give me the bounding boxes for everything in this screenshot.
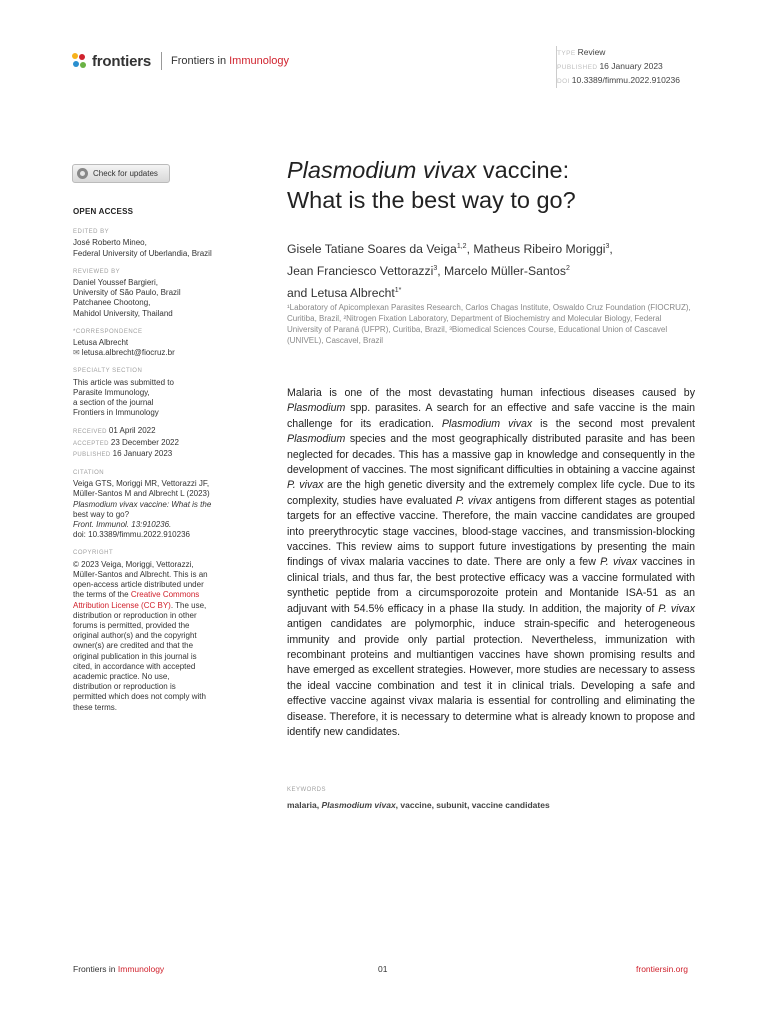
copyright-line: owner(s) are credited and that the bbox=[73, 641, 194, 651]
citation-label: CITATION bbox=[73, 470, 105, 477]
page-number: 01 bbox=[378, 964, 388, 974]
specialty-line: Parasite Immunology, bbox=[73, 387, 150, 397]
article-meta bbox=[556, 46, 680, 88]
reviewer-line: Daniel Youssef Bargieri, bbox=[73, 278, 158, 288]
doi[interactable]: DOI 10.3389/fimmu.2022.910236 bbox=[557, 75, 680, 85]
copyright-label: COPYRIGHT bbox=[73, 550, 114, 557]
correspondence-email[interactable]: ✉ letusa.albrecht@fiocruz.br bbox=[73, 348, 243, 358]
copyright-line: distribution or reproduction is bbox=[73, 682, 176, 692]
logo-divider bbox=[161, 52, 162, 70]
specialty-line: Frontiers in Immunology bbox=[73, 408, 159, 418]
edited-by bbox=[73, 238, 243, 258]
check-for-updates-button[interactable] bbox=[72, 164, 170, 183]
check-updates-label: Check for updates bbox=[93, 169, 158, 178]
affiliations: ¹Laboratory of Apicomplexan Parasites Research, Carlos Chagas Institute, Oswaldo Cruz Foundation (FIOCRUZ), Curitiba, Brazil, ²Nitrogen Fixation Laboratory, Department of Biochemistry and Molecular Biology, Federal University of Paraná (UFPR), Curitiba, Brazil, ³Biomedical Sciences Course, Educational Union of Cascavel (UNIVEL), Cascavel, Brazil bbox=[287, 303, 691, 345]
copyright-line: these terms. bbox=[73, 702, 118, 712]
copyright-line: original publication in this journal is bbox=[73, 651, 197, 661]
update-icon bbox=[77, 168, 88, 179]
author[interactable]: Marcelo Müller-Santos$^2$ bbox=[444, 264, 570, 279]
correspondence-name: Letusa Albrecht bbox=[73, 338, 129, 348]
copyright-line: original author(s) and the copyright bbox=[73, 631, 197, 641]
published-date: PUBLISHED 16 January 2023 bbox=[73, 448, 173, 458]
author-list bbox=[287, 237, 717, 303]
author[interactable]: Gisele Tatiane Soares da Veiga$^{1,2}$, bbox=[287, 242, 474, 257]
specialty-line: This article was submitted to bbox=[73, 377, 174, 387]
author[interactable]: and Letusa Albrecht$^{1*}$ bbox=[287, 286, 402, 301]
specialty-section bbox=[73, 378, 243, 419]
copyright-line: distribution or reproduction in other bbox=[73, 610, 197, 620]
article-type: TYPE Review bbox=[557, 47, 606, 57]
footer-journal: Frontiers in Immunology bbox=[73, 964, 165, 974]
license-link-2[interactable]: Attribution License (CC BY) bbox=[73, 600, 171, 610]
reviewed-by-label: REVIEWED BY bbox=[73, 268, 121, 275]
license-link[interactable]: Creative Commons bbox=[130, 590, 200, 600]
open-access-label: OPEN ACCESS bbox=[73, 207, 134, 216]
author[interactable]: Matheus Ribeiro Moriggi$^3$, bbox=[473, 242, 613, 257]
copyright-line: cited, in accordance with accepted bbox=[73, 661, 196, 671]
reviewer-line: Patchanee Chootong, bbox=[73, 298, 151, 308]
copyright-text: © 2023 Veiga, Moriggi, Vettorazzi, Müller-Santos and Albrecht. This is an open-access article distributed under the terms of the Creative Commons Attribution License (CC BY). The use, distribution or reproduction in other forums is permitted, provided the original author(s) and the copyright owner(s) are credited and that the original publication in this journal is cited, in accordance with accepted academic practice. No use, distribution or reproduction is permitted which does not comply with these terms. bbox=[73, 560, 243, 713]
journal-name: Frontiers in Immunology bbox=[171, 55, 290, 67]
footer-site-link[interactable]: frontiersin.org bbox=[636, 964, 688, 974]
reviewer-line: Mahidol University, Thailand bbox=[73, 308, 173, 318]
journal-logo[interactable] bbox=[72, 50, 289, 72]
correspondence-label: *CORRESPONDENCE bbox=[73, 328, 143, 335]
citation: Veiga GTS, Moriggi MR, Vettorazzi JF, Müller-Santos M and Albrecht L (2023) Plasmodium vivax vaccine: What is the best way to go? Front. Immunol. 13:910236. doi: 10.3389/fimmu.2022.910236 bbox=[73, 479, 212, 540]
editor-line: José Roberto Mineo, bbox=[73, 238, 147, 248]
author[interactable]: Jean Franciesco Vettorazzi$^3$, bbox=[287, 264, 445, 279]
specialty-line: a section of the journal bbox=[73, 398, 154, 408]
frontiers-logo-icon bbox=[72, 53, 88, 69]
keywords: malaria, Plasmodium vivax, vaccine, subunit, vaccine candidates bbox=[287, 800, 550, 810]
received-date: RECEIVED 01 April 2022 bbox=[73, 426, 156, 436]
copyright-line: permitted which does not comply with bbox=[73, 692, 206, 702]
keywords-label: KEYWORDS bbox=[287, 787, 327, 793]
article-title: Plasmodium vivax vaccine: What is the best way to go? bbox=[287, 157, 576, 213]
edited-by-label: EDITED BY bbox=[73, 229, 110, 236]
accepted-date: ACCEPTED 23 December 2022 bbox=[73, 437, 179, 447]
reviewer-line: University of São Paulo, Brazil bbox=[73, 288, 181, 298]
copyright-line: forums is permitted, provided the bbox=[73, 620, 190, 630]
copyright-line: academic practice. No use, bbox=[73, 671, 170, 681]
article-sidebar bbox=[73, 205, 243, 713]
brand-name: frontiers bbox=[92, 52, 152, 70]
abstract: Malaria is one of the most devastating human infectious diseases caused by Plasmodium spp. parasites. A search for an effective and safe vaccine is the main challenge for its eradication. Plasmodium vivax is the second most prevalent Plasmodium species and the most geographically distributed parasite and has been neglected for decades. This has a massive gap in knowledge and consequently in the development of vaccines. The most significant difficulties in obtaining a vaccine against P. vivax are the high genetic diversity and the extremely complex life cycle. Due to its complexity, studies have evaluated P. vivax antigens from different stages as potential targets for an effective vaccine. Therefore, the main vaccine candidates are grouped into preerythrocytic stage vaccines, blood-stage vaccines, and transmission-blocking vaccines. This review aims to support future investigations by presenting the main findings of vivax malaria vaccines to date. There are only a few P. vivax vaccines in clinical trials, and thus far, the best protective efficacy was a vaccine formulated with synthetic peptide from a circumsporozoite protein and Montanide ISA-51 as an adjuvant with 54.5% efficacy in a phase IIa study. In addition, the majority of P. vivax antigen candidates are polymorphic, induce strain-specific and heterogeneous immunity and provide only partial protection. Nevertheless, immunization with recombinant proteins and multiantigen vaccines have shown promising results and have emerged as excellent strategies. However, more studies are necessary to assess the ideal vaccine combination and test it in clinical trials. Developing a safe and effective vaccine against vivax malaria is essential for controlling and eliminating the disease. Therefore, it is necessary to determine what is already known to propose and identify new candidates. bbox=[287, 387, 695, 738]
reviewed-by bbox=[73, 278, 243, 319]
specialty-section-label: SPECIALTY SECTION bbox=[73, 368, 143, 375]
editor-line: Federal University of Uberlandia, Brazil bbox=[73, 248, 212, 258]
publish-date: PUBLISHED 16 January 2023 bbox=[557, 61, 663, 71]
